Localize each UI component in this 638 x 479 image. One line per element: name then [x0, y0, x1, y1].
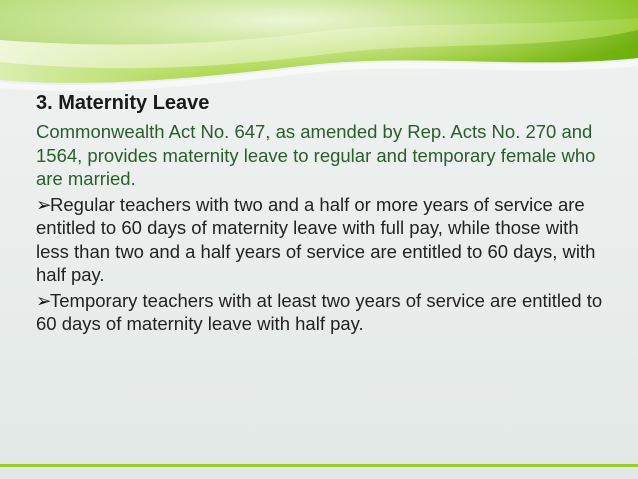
arrow-bullet-icon: ➢: [36, 289, 52, 311]
green-wave-banner: [0, 0, 638, 100]
bullet-text: Temporary teachers with at least two years of service are entitled to 60 days of maternity leave with half pay.: [36, 289, 603, 334]
slide-content: [36, 90, 606, 336]
bullet-text: Regular teachers with two and a half or more years of service are entitled to 60 days of maternity leave with full pay, while those with less than two and a half years of service are entitled to 60 days, with half pay.: [36, 193, 596, 285]
bullet-item: [36, 289, 606, 336]
bottom-accent-line: [0, 464, 638, 467]
slide-title: 3. Maternity Leave: [36, 92, 210, 114]
intro-paragraph: Commonwealth Act No. 647, as amended by Rep. Acts No. 270 and 1564, provides maternity leave to regular and temporary female who are married.: [36, 121, 596, 189]
bullet-item: [36, 193, 606, 287]
arrow-bullet-icon: ➢: [36, 193, 52, 215]
